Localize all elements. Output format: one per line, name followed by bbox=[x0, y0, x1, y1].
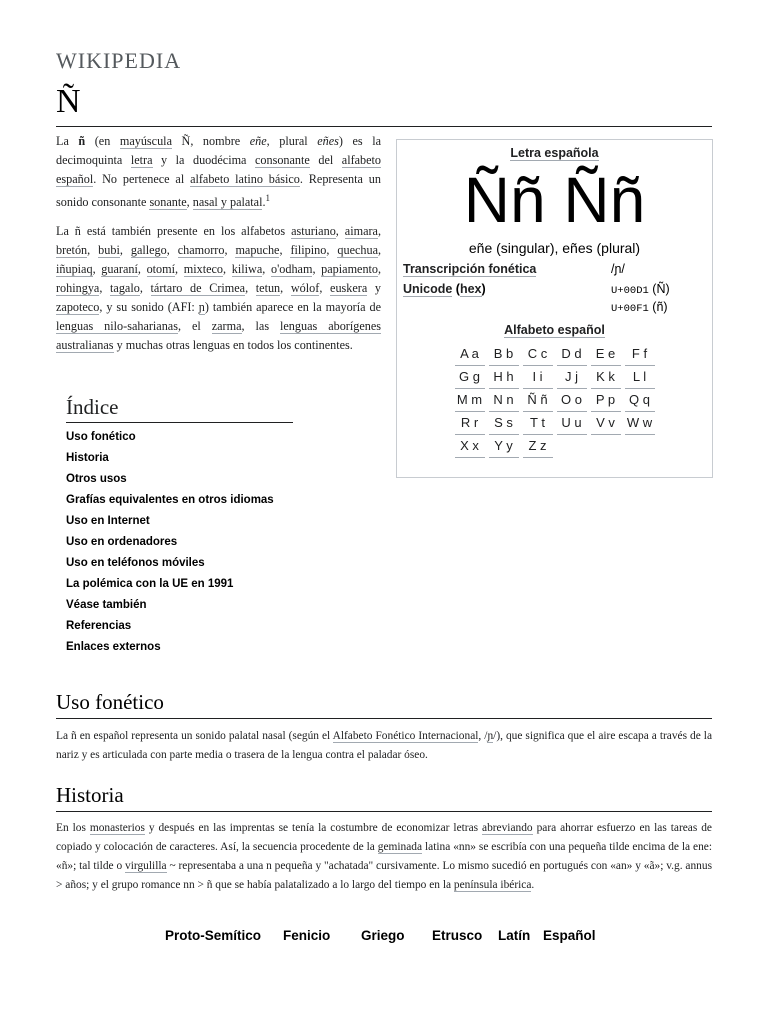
link-asturiano[interactable]: asturiano bbox=[291, 224, 336, 239]
intro-paragraph-1 bbox=[56, 132, 381, 212]
alphabet-title[interactable]: Alfabeto español bbox=[504, 323, 605, 337]
section-heading-historia: Historia bbox=[56, 783, 712, 812]
toc-item-referencias[interactable]: Referencias bbox=[66, 620, 132, 632]
phonetic-row bbox=[403, 262, 704, 276]
uso-fonetico-paragraph bbox=[56, 727, 712, 765]
col-latin: Latín bbox=[498, 928, 531, 943]
link-consonante[interactable]: consonante bbox=[255, 153, 310, 167]
link-wolof[interactable]: wólof bbox=[290, 281, 320, 296]
alphabet-letter[interactable]: F f bbox=[625, 343, 655, 366]
toc-item-historia[interactable]: Historia bbox=[66, 452, 109, 464]
text: y después en las imprentas se tenía la costumbre de economizar letras bbox=[144, 822, 483, 834]
intro-paragraph-2: La ñ está también presente en los alfabetos asturiano, aimara, bretón, bubi, gallego, chamorro, mapuche, filipino, quechua, iñupiaq, guaraní, otomí, mixteco, kiliwa, o'odham, papiamento, rohingya, tagalo, tártaro de Crimea, tetun, wólof, euskera y zapoteco, y su sonido (AFI: ɲ) también aparece en la mayoría de lenguas nilo-saharianas, el zarma, las lenguas aborígenes australianas y muchas otras lenguas en todos los continentes. bbox=[56, 224, 382, 353]
link-bubi[interactable]: bubi bbox=[98, 243, 120, 258]
alphabet-row bbox=[455, 412, 655, 435]
alphabet-letter[interactable]: W w bbox=[625, 412, 655, 435]
alphabet-letter[interactable]: Q q bbox=[625, 389, 655, 412]
infobox-header[interactable]: Letra española bbox=[510, 146, 599, 160]
text: La bbox=[56, 134, 79, 148]
text: , / bbox=[478, 730, 488, 742]
alphabet-letter[interactable]: C c bbox=[523, 343, 553, 366]
text: /), que significa que el aire escapa a través de la nariz y es articulada con parte media o trasera de la lengua contra el paladar óseo. bbox=[56, 730, 712, 761]
link-geminada[interactable]: geminada bbox=[377, 841, 423, 853]
bold-text: ñ bbox=[78, 134, 86, 148]
alphabet-letter[interactable]: S s bbox=[489, 412, 519, 435]
phonetic-value: /ɲ/ bbox=[611, 262, 625, 276]
alphabet-letter[interactable]: E e bbox=[591, 343, 621, 366]
text: y muchas otras lenguas en todos los continentes. bbox=[113, 338, 353, 353]
col-fenicio: Fenicio bbox=[283, 928, 331, 943]
text: En los bbox=[56, 822, 90, 834]
link-sonante[interactable]: sonante bbox=[149, 195, 187, 210]
unicode-upper-char: (Ñ) bbox=[652, 282, 670, 296]
text: La ñ está también presente en los alfabetos bbox=[56, 224, 292, 239]
text: . bbox=[262, 195, 266, 210]
infobox bbox=[396, 139, 713, 478]
text: La ñ en español representa un sonido palatal nasal (según el bbox=[56, 730, 333, 742]
hex-label[interactable]: hex bbox=[459, 282, 482, 296]
link-quechua[interactable]: quechua bbox=[337, 243, 378, 258]
link-letra[interactable]: letra bbox=[130, 153, 153, 167]
wikipedia-logo[interactable]: WIKIPEDIA bbox=[56, 48, 182, 73]
link-guarani[interactable]: guaraní bbox=[101, 262, 138, 277]
link-otomi[interactable]: otomí bbox=[146, 262, 176, 277]
col-etrusco: Etrusco bbox=[432, 928, 483, 943]
toc-item-enlaces[interactable]: Enlaces externos bbox=[66, 641, 161, 653]
section-heading-uso-fonetico: Uso fonético bbox=[56, 690, 712, 719]
link-alfabeto-espanol[interactable]: alfabeto español bbox=[56, 153, 382, 186]
historia-paragraph bbox=[56, 819, 712, 895]
col-griego: Griego bbox=[361, 928, 405, 943]
text: latina «nn» se escribía con una pequeña tilde encima de la ene: «ñ»; tal tilde o bbox=[56, 841, 712, 872]
unicode-row-lower bbox=[403, 300, 704, 315]
text: del bbox=[309, 153, 342, 167]
text: , plural bbox=[266, 134, 318, 148]
reference-link[interactable]: 1 bbox=[265, 193, 271, 203]
link-zapoteco[interactable]: zapoteco bbox=[56, 300, 100, 315]
text: y bbox=[367, 281, 382, 296]
text: , las bbox=[241, 319, 281, 334]
table-of-contents bbox=[66, 395, 293, 658]
page-title: Ñ bbox=[56, 82, 712, 127]
unicode-row: Unicode (hex) U+00D1 (Ñ) bbox=[403, 282, 670, 297]
alphabet-letter[interactable]: B b bbox=[489, 343, 519, 366]
alphabet-letter[interactable]: Z z bbox=[523, 435, 553, 458]
phonetic-label[interactable]: Transcripción fonética bbox=[403, 262, 537, 276]
text: ) también aparece en la mayoría de bbox=[204, 300, 381, 315]
link-ipa-symbol[interactable]: ɲ bbox=[487, 730, 494, 742]
link-aimara[interactable]: aimara bbox=[344, 224, 378, 239]
toc-item-polemica[interactable]: La polémica con la UE en 1991 bbox=[66, 578, 234, 590]
link-papiamento[interactable]: papiamento bbox=[321, 262, 379, 277]
unicode-upper-code: U+00D1 bbox=[611, 285, 649, 297]
link-tartaro-crimea[interactable]: tártaro de Crimea bbox=[150, 281, 246, 296]
alphabet-row bbox=[455, 366, 655, 389]
link-mayuscula[interactable]: mayúscula bbox=[119, 134, 172, 148]
alphabet-letter[interactable]: V v bbox=[591, 412, 621, 435]
alphabet-letter[interactable]: R r bbox=[455, 412, 485, 435]
alphabet-letter[interactable]: T t bbox=[523, 412, 553, 435]
alphabet-grid bbox=[455, 343, 655, 458]
link-rohingya[interactable]: rohingya bbox=[56, 281, 100, 296]
text: . No pertenece al bbox=[93, 172, 191, 186]
link-virgulilla[interactable]: virgulilla bbox=[125, 860, 167, 872]
alphabet-letter[interactable]: N n bbox=[489, 389, 519, 412]
link-monasterios[interactable]: monasterios bbox=[89, 822, 145, 834]
link-peninsula-iberica[interactable]: península ibérica bbox=[453, 879, 532, 891]
text: , y su sonido (AFI: bbox=[99, 300, 199, 315]
alphabet-letter[interactable]: H h bbox=[489, 366, 519, 389]
link-lenguas-nilo-saharianas[interactable]: lenguas nilo-saharianas bbox=[56, 319, 178, 334]
alphabet-empty-cell bbox=[591, 435, 621, 458]
alphabet-row bbox=[455, 343, 655, 366]
toc-item-uso-fonetico[interactable]: Uso fonético bbox=[66, 431, 136, 443]
alphabet-letter[interactable]: M m bbox=[455, 389, 485, 412]
link-breton[interactable]: bretón bbox=[56, 243, 88, 258]
link-kiliwa[interactable]: kiliwa bbox=[231, 262, 263, 277]
link-oodham[interactable]: o'odham bbox=[270, 262, 313, 277]
unicode-label[interactable]: Unicode bbox=[403, 282, 453, 296]
italic-text: eñe bbox=[249, 134, 267, 148]
alphabet-letter[interactable]: I i bbox=[523, 366, 553, 389]
text: ~ representaba a una n pequeña y "achatada" cursivamente. Lo mismo sucedió en portugués con «an» y «ã»; v.g. annus > años; y el grupo romance nn > ñ que se había palatalizado a lo largo del tiempo en la bbox=[56, 860, 713, 891]
link-afi[interactable]: Alfabeto Fonético Internacional bbox=[332, 730, 479, 742]
text: . bbox=[531, 879, 535, 891]
link-chamorro[interactable]: chamorro bbox=[177, 243, 225, 258]
link-euskera[interactable]: euskera bbox=[330, 281, 368, 296]
toc-item-internet[interactable]: Uso en Internet bbox=[66, 515, 150, 527]
toc-item-telefonos[interactable]: Uso en teléfonos móviles bbox=[66, 557, 205, 569]
unicode-lower-char: (ñ) bbox=[652, 300, 668, 314]
link-lenguas-aborigenes[interactable]: lenguas aborígenes australianas bbox=[56, 319, 381, 353]
link-afi-symbol[interactable]: ɲ bbox=[198, 300, 205, 315]
unicode-lower-code: U+00F1 bbox=[611, 303, 649, 315]
alphabet-letter[interactable]: K k bbox=[591, 366, 621, 389]
alphabet-letter[interactable]: P p bbox=[591, 389, 621, 412]
text: ) es la decimoquinta bbox=[56, 134, 381, 167]
text: (en bbox=[85, 134, 120, 148]
alphabet-empty-cell bbox=[625, 435, 655, 458]
text: . Representa un sonido consonante bbox=[56, 172, 381, 210]
toc-item-otros-usos[interactable]: Otros usos bbox=[66, 473, 127, 485]
alphabet-letter[interactable]: U u bbox=[557, 412, 587, 435]
toc-item-ordenadores[interactable]: Uso en ordenadores bbox=[66, 536, 178, 548]
text: Ñ, nombre bbox=[171, 134, 250, 148]
letter-glyphs: Ññ Ññ bbox=[463, 164, 646, 236]
toc-item-vease[interactable]: Véase también bbox=[66, 599, 147, 611]
alphabet-letter[interactable]: X x bbox=[455, 435, 485, 458]
alphabet-letter[interactable]: G g bbox=[455, 366, 485, 389]
link-tagalo[interactable]: tagalo bbox=[110, 281, 140, 296]
link-inupiaq[interactable]: iñupiaq bbox=[56, 262, 93, 277]
text: , el bbox=[177, 319, 212, 334]
text: , bbox=[186, 195, 193, 210]
link-tetun[interactable]: tetun bbox=[255, 281, 281, 296]
text: para ahorrar esfuerzo en las tareas de copiado y colocación de caracteres. Así, la secuencia procedente de la bbox=[56, 822, 712, 853]
link-alfabeto-latino[interactable]: alfabeto latino básico bbox=[190, 172, 300, 186]
alphabet-letter[interactable]: J j bbox=[557, 366, 587, 389]
intro-section bbox=[56, 132, 381, 365]
toc-item-grafias[interactable]: Grafías equivalentes en otros idiomas bbox=[66, 494, 274, 506]
link-zarma[interactable]: zarma bbox=[211, 319, 242, 334]
alphabet-letter[interactable]: Y y bbox=[489, 435, 519, 458]
italic-text: eñes bbox=[317, 134, 339, 148]
alphabet-row bbox=[455, 389, 655, 412]
link-gallego[interactable]: gallego bbox=[130, 243, 167, 258]
letter-names: eñe (singular), eñes (plural) bbox=[468, 240, 641, 256]
col-proto-semitico: Proto-Semítico bbox=[165, 928, 262, 943]
link-filipino[interactable]: filipino bbox=[290, 243, 327, 258]
alphabet-letter[interactable]: L l bbox=[625, 366, 655, 389]
alphabet-letter[interactable]: O o bbox=[557, 389, 587, 412]
link-mapuche[interactable]: mapuche bbox=[235, 243, 280, 258]
col-espanol: Español bbox=[543, 928, 596, 943]
alphabet-letter[interactable]: D d bbox=[557, 343, 587, 366]
alphabet-letter[interactable]: A a bbox=[455, 343, 485, 366]
alphabet-letter[interactable]: Ñ ñ bbox=[523, 389, 553, 412]
toc-title: Índice bbox=[66, 395, 293, 423]
link-abreviando[interactable]: abreviando bbox=[482, 822, 533, 834]
link-mixteco[interactable]: mixteco bbox=[183, 262, 224, 277]
text: y la duodécima bbox=[152, 153, 255, 167]
alphabet-empty-cell bbox=[557, 435, 587, 458]
link-nasal-palatal[interactable]: nasal y palatal bbox=[192, 195, 263, 210]
alphabet-row bbox=[455, 435, 655, 458]
